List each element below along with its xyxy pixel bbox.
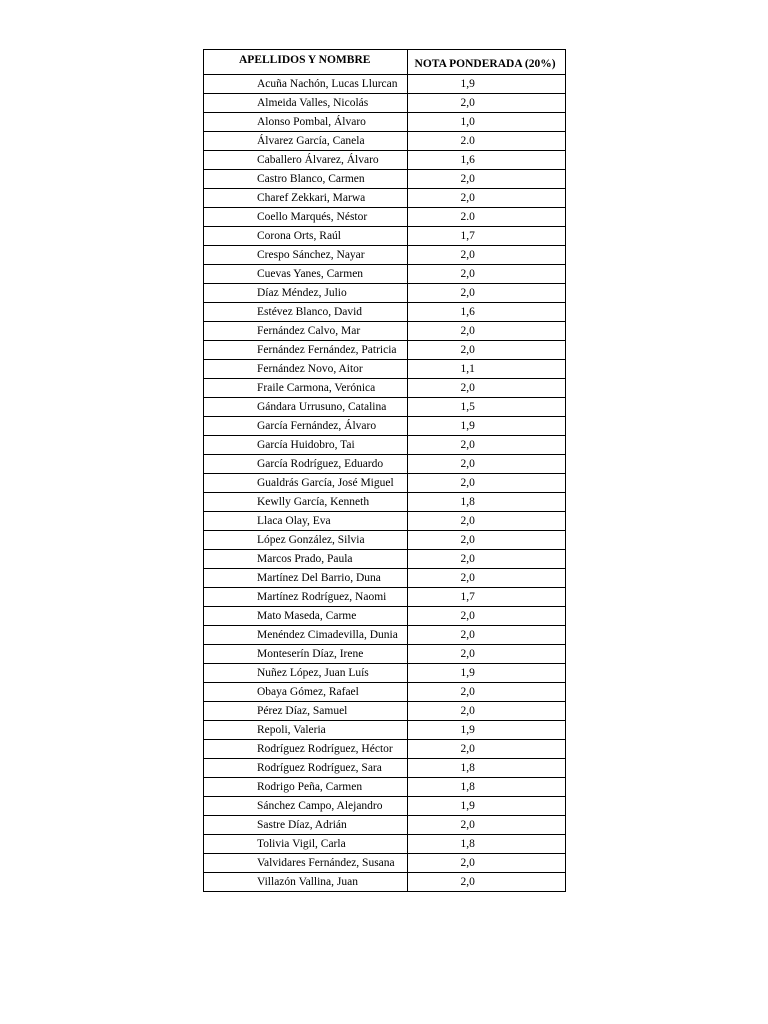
table-row bbox=[204, 816, 566, 835]
student-name: Coello Marqués, Néstor bbox=[204, 208, 408, 227]
student-grade: 1,7 bbox=[407, 227, 565, 246]
student-name: Tolivia Vigil, Carla bbox=[204, 835, 408, 854]
table-row bbox=[204, 797, 566, 816]
student-name: Valvidares Fernández, Susana bbox=[204, 854, 408, 873]
student-grade: 2,0 bbox=[407, 816, 565, 835]
student-name: Sastre Díaz, Adrián bbox=[204, 816, 408, 835]
student-name: Castro Blanco, Carmen bbox=[204, 170, 408, 189]
table-body bbox=[204, 75, 566, 892]
student-name: Fernández Fernández, Patricia bbox=[204, 341, 408, 360]
student-name: Kewlly García, Kenneth bbox=[204, 493, 408, 512]
student-grade: 1,8 bbox=[407, 835, 565, 854]
table-row bbox=[204, 75, 566, 94]
student-name: Menéndez Cimadevilla, Dunia bbox=[204, 626, 408, 645]
student-name: Fernández Calvo, Mar bbox=[204, 322, 408, 341]
student-name: Sánchez Campo, Alejandro bbox=[204, 797, 408, 816]
student-name: Almeida Valles, Nicolás bbox=[204, 94, 408, 113]
student-name: Marcos Prado, Paula bbox=[204, 550, 408, 569]
table-row bbox=[204, 322, 566, 341]
table-row bbox=[204, 94, 566, 113]
table-row bbox=[204, 360, 566, 379]
student-grade: 1,9 bbox=[407, 417, 565, 436]
student-name: García Rodríguez, Eduardo bbox=[204, 455, 408, 474]
student-grade: 1,8 bbox=[407, 759, 565, 778]
table-row bbox=[204, 398, 566, 417]
table-row bbox=[204, 341, 566, 360]
student-name: Rodríguez Rodríguez, Sara bbox=[204, 759, 408, 778]
student-name: Caballero Álvarez, Álvaro bbox=[204, 151, 408, 170]
student-name: Rodríguez Rodríguez, Héctor bbox=[204, 740, 408, 759]
student-name: Villazón Vallina, Juan bbox=[204, 873, 408, 892]
student-name: García Fernández, Álvaro bbox=[204, 417, 408, 436]
table-row bbox=[204, 132, 566, 151]
student-name: Estévez Blanco, David bbox=[204, 303, 408, 322]
student-grade: 1,9 bbox=[407, 721, 565, 740]
table-row bbox=[204, 854, 566, 873]
table-row bbox=[204, 113, 566, 132]
table-row bbox=[204, 379, 566, 398]
student-grade: 2,0 bbox=[407, 436, 565, 455]
student-grade: 2,0 bbox=[407, 474, 565, 493]
student-grade: 2,0 bbox=[407, 246, 565, 265]
table-row bbox=[204, 683, 566, 702]
table-row bbox=[204, 778, 566, 797]
student-grade: 1,9 bbox=[407, 797, 565, 816]
table-row bbox=[204, 493, 566, 512]
header-grade: NOTA PONDERADA (20%) bbox=[407, 50, 565, 75]
student-grade: 1,5 bbox=[407, 398, 565, 417]
table-row bbox=[204, 550, 566, 569]
student-grade: 2.0 bbox=[407, 208, 565, 227]
student-grade: 2,0 bbox=[407, 683, 565, 702]
student-grade: 2,0 bbox=[407, 626, 565, 645]
student-grade: 1,8 bbox=[407, 493, 565, 512]
table-row bbox=[204, 512, 566, 531]
table-row bbox=[204, 626, 566, 645]
student-name: Gualdrás García, José Miguel bbox=[204, 474, 408, 493]
table-row bbox=[204, 702, 566, 721]
student-name: Martínez Rodríguez, Naomi bbox=[204, 588, 408, 607]
table-row bbox=[204, 873, 566, 892]
student-name: Díaz Méndez, Julio bbox=[204, 284, 408, 303]
student-name: Alonso Pombal, Álvaro bbox=[204, 113, 408, 132]
student-name: Fernández Novo, Aitor bbox=[204, 360, 408, 379]
table-row bbox=[204, 189, 566, 208]
student-grade: 2,0 bbox=[407, 94, 565, 113]
table-row bbox=[204, 265, 566, 284]
student-grade: 2,0 bbox=[407, 341, 565, 360]
student-name: Monteserín Díaz, Irene bbox=[204, 645, 408, 664]
header-row bbox=[204, 50, 566, 75]
student-grade: 2,0 bbox=[407, 569, 565, 588]
table-row bbox=[204, 455, 566, 474]
student-name: López González, Silvia bbox=[204, 531, 408, 550]
student-name: Gándara Urrusuno, Catalina bbox=[204, 398, 408, 417]
student-grade: 2,0 bbox=[407, 455, 565, 474]
student-grade: 2,0 bbox=[407, 550, 565, 569]
table-row bbox=[204, 227, 566, 246]
header-name: APELLIDOS Y NOMBRE bbox=[204, 50, 408, 75]
student-name: Obaya Gómez, Rafael bbox=[204, 683, 408, 702]
student-grade: 2,0 bbox=[407, 170, 565, 189]
student-grade: 2,0 bbox=[407, 512, 565, 531]
student-grade: 2,0 bbox=[407, 873, 565, 892]
table-row bbox=[204, 607, 566, 626]
student-name: García Huidobro, Tai bbox=[204, 436, 408, 455]
student-name: Martínez Del Barrio, Duna bbox=[204, 569, 408, 588]
student-grade: 1,9 bbox=[407, 664, 565, 683]
table-row bbox=[204, 151, 566, 170]
student-name: Pérez Díaz, Samuel bbox=[204, 702, 408, 721]
student-name: Acuña Nachón, Lucas Llurcan bbox=[204, 75, 408, 94]
table-row bbox=[204, 170, 566, 189]
table-row bbox=[204, 303, 566, 322]
student-grade: 2,0 bbox=[407, 531, 565, 550]
table-row bbox=[204, 721, 566, 740]
table-row bbox=[204, 664, 566, 683]
table-row bbox=[204, 569, 566, 588]
student-name: Corona Orts, Raúl bbox=[204, 227, 408, 246]
student-grade: 1,8 bbox=[407, 778, 565, 797]
student-grade: 2,0 bbox=[407, 607, 565, 626]
table-row bbox=[204, 208, 566, 227]
student-grade: 2,0 bbox=[407, 740, 565, 759]
table-row bbox=[204, 474, 566, 493]
student-grade: 2,0 bbox=[407, 854, 565, 873]
student-grade: 2,0 bbox=[407, 322, 565, 341]
student-name: Repoli, Valeria bbox=[204, 721, 408, 740]
table-row bbox=[204, 645, 566, 664]
student-grade: 2.0 bbox=[407, 132, 565, 151]
table-row bbox=[204, 740, 566, 759]
student-grade: 1,1 bbox=[407, 360, 565, 379]
grades-table bbox=[203, 49, 566, 892]
student-grade: 1,6 bbox=[407, 303, 565, 322]
table-row bbox=[204, 531, 566, 550]
student-name: Nuñez López, Juan Luís bbox=[204, 664, 408, 683]
student-name: Llaca Olay, Eva bbox=[204, 512, 408, 531]
student-grade: 1,6 bbox=[407, 151, 565, 170]
student-name: Crespo Sánchez, Nayar bbox=[204, 246, 408, 265]
student-name: Charef Zekkari, Marwa bbox=[204, 189, 408, 208]
student-grade: 2,0 bbox=[407, 284, 565, 303]
student-name: Cuevas Yanes, Carmen bbox=[204, 265, 408, 284]
student-grade: 2,0 bbox=[407, 645, 565, 664]
student-grade: 2,0 bbox=[407, 379, 565, 398]
table-row bbox=[204, 835, 566, 854]
student-grade: 1,0 bbox=[407, 113, 565, 132]
table-row bbox=[204, 588, 566, 607]
student-name: Fraile Carmona, Verónica bbox=[204, 379, 408, 398]
table-row bbox=[204, 246, 566, 265]
table-row bbox=[204, 759, 566, 778]
student-grade: 1,7 bbox=[407, 588, 565, 607]
student-grade: 1,9 bbox=[407, 75, 565, 94]
student-name: Rodrigo Peña, Carmen bbox=[204, 778, 408, 797]
table-row bbox=[204, 284, 566, 303]
table-row bbox=[204, 436, 566, 455]
student-grade: 2,0 bbox=[407, 189, 565, 208]
table-row bbox=[204, 417, 566, 436]
student-name: Álvarez García, Canela bbox=[204, 132, 408, 151]
student-grade: 2,0 bbox=[407, 702, 565, 721]
student-grade: 2,0 bbox=[407, 265, 565, 284]
student-name: Mato Maseda, Carme bbox=[204, 607, 408, 626]
